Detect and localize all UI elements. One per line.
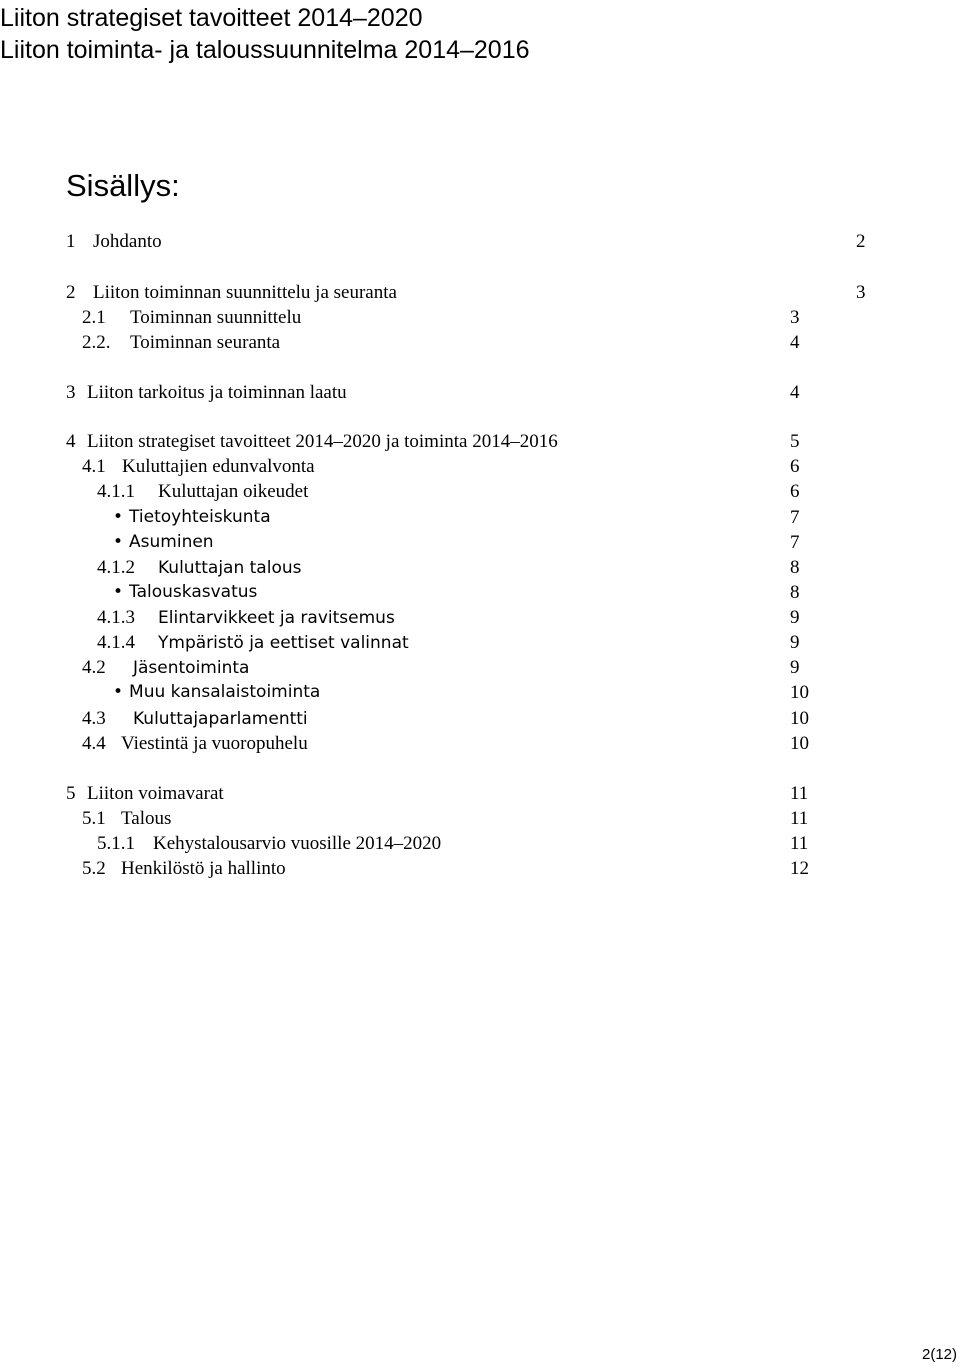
- toc-entry-number: 1: [66, 231, 76, 252]
- toc-entry-number: 5.1.1: [97, 833, 135, 854]
- toc-entry[interactable]: [113, 530, 800, 555]
- toc-entry-number: 4.1.1: [97, 481, 135, 502]
- document-subtitle: Liiton toiminta- ja taloussuunnitelma 2014–2016: [0, 36, 530, 64]
- toc-entry-page: 11: [790, 808, 809, 829]
- toc-entry-page: 10: [790, 708, 809, 729]
- toc-entry-label: Liiton strategiset tavoitteet 2014–2020 ja toiminta 2014–2016: [87, 431, 558, 452]
- toc-entry[interactable]: [82, 706, 809, 731]
- toc-entry-label: Kuluttajan oikeudet: [158, 481, 309, 502]
- toc-entry-page: 3: [790, 307, 800, 328]
- toc-entry[interactable]: [97, 555, 800, 580]
- toc-entry-label: Viestintä ja vuoropuhelu: [121, 733, 308, 754]
- page-number: 2(12): [922, 1346, 958, 1363]
- toc-entry-label: Liiton voimavarat: [87, 783, 224, 804]
- toc-entry[interactable]: [97, 605, 800, 630]
- toc-entry-number: 4.1.2: [97, 557, 135, 578]
- toc-entry-label: Tietoyhteiskunta: [129, 507, 271, 527]
- toc-entry[interactable]: [66, 280, 866, 305]
- toc-entry-page: 7: [790, 507, 800, 528]
- toc-entry-label: Muu kansalaistoiminta: [129, 682, 321, 702]
- toc-entry-page: 9: [790, 607, 800, 628]
- toc-entry-page: 11: [790, 833, 809, 854]
- toc-entry-page: 12: [790, 858, 809, 879]
- toc-entry[interactable]: [97, 630, 800, 655]
- toc-entry-page: 6: [790, 481, 800, 502]
- toc-entry[interactable]: [97, 831, 809, 856]
- toc-entry-label: Liiton tarkoitus ja toiminnan laatu: [87, 382, 347, 403]
- toc-entry[interactable]: [66, 781, 809, 806]
- toc-entry-number: 4.1: [82, 456, 106, 477]
- toc-entry-page: 3: [856, 282, 866, 303]
- bullet-icon: •: [113, 507, 124, 527]
- toc-entry-label: Asuminen: [129, 532, 214, 552]
- toc-entry-page: 5: [790, 431, 800, 452]
- toc-entry[interactable]: [97, 479, 800, 504]
- bullet-icon: •: [113, 532, 124, 552]
- toc-entry-label: Kuluttajaparlamentti: [133, 709, 308, 729]
- toc-entry-page: 11: [790, 783, 809, 804]
- toc-entry-label: Kehystalousarvio vuosille 2014–2020: [153, 833, 442, 854]
- toc-entry-page: 7: [790, 532, 800, 553]
- toc-entry[interactable]: [113, 505, 800, 530]
- toc-entry[interactable]: [66, 380, 800, 405]
- toc-entry-label: Kuluttajien edunvalvonta: [122, 456, 315, 477]
- toc-entry-page: 8: [790, 557, 800, 578]
- bullet-icon: •: [113, 582, 124, 602]
- toc-entry-page: 10: [790, 682, 809, 703]
- toc-entry-label: Henkilöstö ja hallinto: [121, 858, 286, 879]
- toc-entry-label: Ympäristö ja eettiset valinnat: [158, 633, 409, 653]
- toc-entry-number: 4.2: [82, 657, 106, 678]
- toc-entry-number: 4.4: [82, 733, 106, 754]
- toc-entry-label: Toiminnan suunnittelu: [130, 307, 302, 328]
- toc-entry-number: 5: [66, 783, 76, 804]
- toc-entry-number: 4.1.4: [97, 632, 135, 653]
- toc-entry-label: Kuluttajan talous: [158, 558, 302, 578]
- document-title: Liiton strategiset tavoitteet 2014–2020: [0, 4, 423, 32]
- toc-entry-label: Johdanto: [93, 231, 162, 252]
- toc-entry-page: 9: [790, 632, 800, 653]
- toc-entry-number: 4.1.3: [97, 607, 135, 628]
- toc-entry[interactable]: [113, 580, 800, 605]
- toc-entry-page: 8: [790, 582, 800, 603]
- toc-entry-label: Jäsentoiminta: [133, 658, 250, 678]
- toc-heading: Sisällys:: [66, 168, 180, 203]
- toc-entry[interactable]: [82, 856, 809, 881]
- toc-entry[interactable]: [66, 429, 800, 454]
- toc-entry-page: 4: [790, 382, 800, 403]
- toc-entry-number: 4: [66, 431, 76, 452]
- toc-entry-label: Talous: [121, 808, 172, 829]
- toc-entry[interactable]: [82, 330, 800, 355]
- toc-entry-label: Liiton toiminnan suunnittelu ja seuranta: [93, 282, 397, 303]
- toc-entry-number: 4.3: [82, 708, 106, 729]
- toc-entry[interactable]: [82, 454, 800, 479]
- toc-entry[interactable]: [66, 229, 866, 254]
- toc-entry-number: 3: [66, 382, 76, 403]
- toc-entry-page: 2: [856, 231, 866, 252]
- toc-entry-number: 5.1: [82, 808, 106, 829]
- toc-entry-number: 2.1: [82, 307, 106, 328]
- toc-entry-page: 6: [790, 456, 800, 477]
- toc-entry-number: 2.2.: [82, 332, 111, 353]
- toc-entry[interactable]: [82, 655, 800, 680]
- toc-entry[interactable]: [82, 305, 800, 330]
- toc-entry[interactable]: [113, 680, 809, 705]
- toc-entry[interactable]: [82, 806, 809, 831]
- toc-entry-label: Toiminnan seuranta: [130, 332, 281, 353]
- toc-entry-label: Elintarvikkeet ja ravitsemus: [158, 608, 395, 628]
- toc-entry-page: 10: [790, 733, 809, 754]
- toc-entry[interactable]: [82, 731, 809, 756]
- toc-entry-page: 4: [790, 332, 800, 353]
- toc-entry-label: Talouskasvatus: [129, 582, 258, 602]
- toc-entry-page: 9: [790, 657, 800, 678]
- toc-entry-number: 2: [66, 282, 76, 303]
- toc-entry-number: 5.2: [82, 858, 106, 879]
- bullet-icon: •: [113, 682, 124, 702]
